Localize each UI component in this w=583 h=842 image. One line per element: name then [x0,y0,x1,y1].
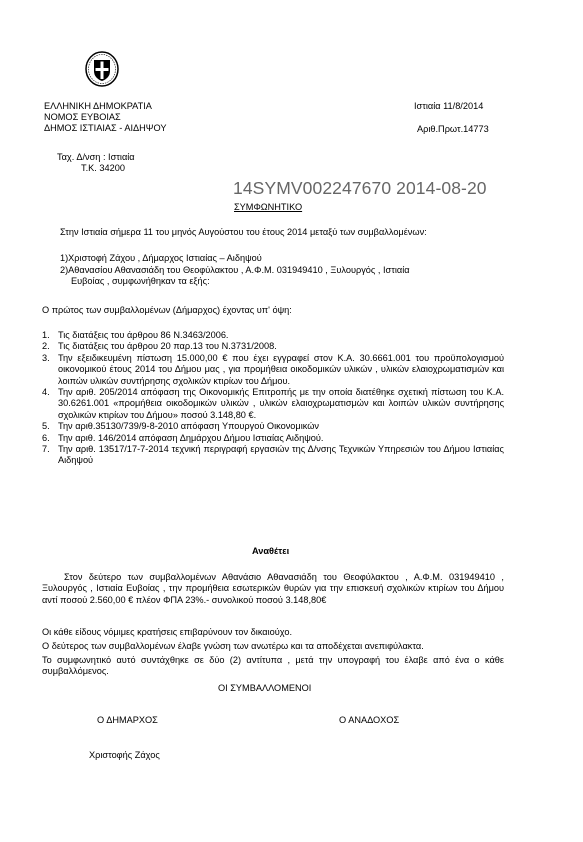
signature-name-mayor: Χριστοφής Ζάχος [89,750,160,760]
clause-copies: Το συμφωνητικό αυτό συντάχθηκε σε δύο (2) αντίτυπα , μετά την υπογραφή του έλαβε από ένα ο κάθε συμβαλλόμενος. [42,655,504,677]
party-2-line-1: 2)Αθανασίου Αθανασιάδη του Θεοφύλακτου , Α.Φ.Μ. 031949410 , Ξυλουργός , Ιστιαία [60,265,410,275]
header-municipality: ΔΗΜΟΣ ΙΣΤΙΑΙΑΣ - ΑΙΔΗΨΟΥ [44,123,167,133]
place-date: Ιστιαία 11/8/2014 [414,101,484,111]
header-country: ΕΛΛΗΝΙΚΗ ΔΗΜΟΚΡΑΤΙΑ [44,101,152,111]
signatures-heading: ΟΙ ΣΥΜΒΑΛΛΟΜΕΝΟΙ [218,683,312,693]
list-item [42,330,504,341]
list-item-number: 6. [42,432,50,443]
signature-role-mayor: Ο ΔΗΜΑΡΧΟΣ [97,715,158,725]
list-item-text: Την εξειδικευμένη πίστωση 15.000,00 € που έχει εγγραφεί στον Κ.Α. 30.6661.001 του προϋπολογισμού οικονομικού έτους 2014 του Δήμου μας , για προμήθεια οικοδομικών υλικών , υλικών ελαιοχρωματισμών και λοιπών υλικών συντήρησης σχολικών κτιρίων του Δήμου. [58,352,504,386]
assigns-heading: Αναθέτει [252,546,290,556]
list-item-number: 4. [42,387,50,398]
party-1: 1)Χριστοφή Ζάχου , Δήμαρχος Ιστιαίας – Αιδηψού [60,253,262,263]
list-item-number: 5. [42,421,50,432]
list-item-text: Την αριθ.35130/739/9-8-2010 απόφαση Υπουργού Οικονομικών [58,421,319,432]
assigns-text: Στον δεύτερο των συμβαλλομένων Αθανάσιο Αθανασιάδη του Θεοφύλακτου , Α.Φ.Μ. 031949410 , Ξυλουργός , Ιστιαία Ευβοίας , την προμήθεια εσωτερικών θυρών για την επισκευή σχολικών κτιρίων του Δήμου αντί ποσού 2.560,00 € πλέον ΦΠΑ 23%.- συνολικού ποσού 3.148,80€ [42,572,504,605]
list-item-text: Την αριθ. 205/2014 απόφαση της Οικονομικής Επιτροπής με την οποία διατέθηκε σχετική πίστωση του Κ.Α. 30.6261.001 «προμήθεια οικοδομικών υλικών , υλικών ελαιοχρωματισμών και λοιπών υλικών συντήρησης σχολικών κτιρίων του Δήμου» ποσού 3.148,80 €. [58,387,504,420]
document-title: ΣΥΜΦΩΝΗΤΙΚΟ [234,202,303,212]
signature-role-contractor: Ο ΑΝΑΔΟΧΟΣ [339,715,400,725]
list-item-text: Τις διατάξεις του άρθρου 20 παρ.13 του Ν.3731/2008. [58,341,277,352]
list-item-number: 3. [42,352,50,363]
list-item [42,444,504,467]
list-item-number: 2. [42,341,50,352]
greek-coat-of-arms-icon [85,51,119,87]
list-item-text: Την αριθ. 13517/17-7-2014 τεχνική περιγραφή εργασιών της Δ/νσης Τεχνικών Υπηρεσιών του Δήμου Ιστιαίας Αιδηψού [58,444,504,466]
clause-deductions: Οι κάθε είδους νόμιμες κρατήσεις επιβαρύνουν τον δικαιούχο. [42,627,293,637]
considerations-list [42,330,504,467]
list-item [42,387,504,421]
header-prefecture: ΝΟΜΟΣ ΕΥΒΟΙΑΣ [44,112,121,122]
protocol-number: Αριθ.Πρωτ.14773 [417,124,489,134]
list-item-number: 1. [42,330,50,340]
address-postcode: Τ.Κ. 34200 [81,163,125,173]
list-item-text: Την αριθ. 146/2014 απόφαση Δημάρχου Δήμου Ιστιαίας Αιδηψού. [58,432,324,443]
list-item [42,421,504,432]
list-item-number: 7. [42,444,50,455]
list-item [42,353,504,387]
list-item-text: Τις διατάξεις του άρθρου 86 Ν.3463/2006. [58,330,229,340]
party-2-line-2: Ευβοίας , συμφωνήθηκαν τα εξής: [71,276,210,286]
list-item [42,341,504,352]
first-party-text: Ο πρώτος των συμβαλλομένων (Δήμαρχος) έχοντας υπ' όψη: [42,305,292,315]
ada-stamp-code: 14SYMV002247670 2014-08-20 [233,178,487,198]
clause-acceptance: Ο δεύτερος των συμβαλλομένων έλαβε γνώση των ανωτέρω και τα αποδέχεται ανεπιφύλακτα. [42,641,424,651]
list-item [42,433,504,444]
intro-text: Στην Ιστιαία σήμερα 11 του μηνός Αυγούστου του έτους 2014 μεταξύ των συμβαλλομένων: [60,227,427,237]
address-street: Ταχ. Δ/νση : Ιστιαία [57,152,135,162]
